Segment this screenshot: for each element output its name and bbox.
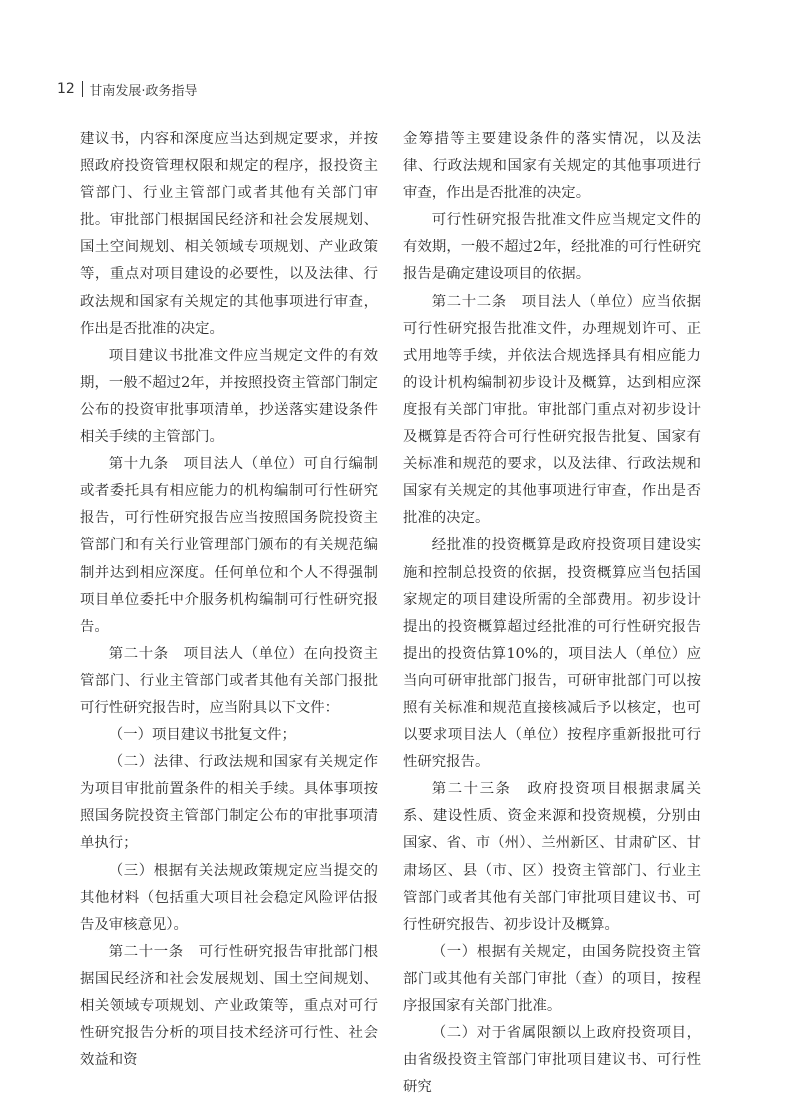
right-column: [403, 126, 701, 1101]
list-item: （一）项目建议书批复文件；: [108, 727, 296, 744]
paragraph: 可行性研究报告批准文件应当规定文件的有效期，一般不超过2年，经批准的可行性研究报告是确定建设项目的依据。: [403, 212, 701, 283]
article-20: 第二十条 项目法人（单位）在向投资主管部门、行业主管部门或者其他有关部门报批可行性研究报告时，应当附具以下文件：: [80, 645, 378, 716]
page-number: 12: [57, 81, 75, 97]
article-23: 第二十三条 政府投资项目根据隶属关系、建设性质、资金来源和投资规模，分别由国家、省、市（州）、兰州新区、甘肃矿区、甘肃场区、县（市、区）投资主管部门、行业主管部门或者其他有关部门审批项目建议书、可行性研究报告、初步设计及概算。: [403, 781, 701, 933]
header-divider: [82, 81, 84, 97]
paragraph: 建议书，内容和深度应当达到规定要求，并按照政府投资管理权限和规定的程序，报投资主管部门、行业主管部门或者其他有关部门审批。审批部门根据国民经济和社会发展规划、国土空间规划、相关领域专项规划、产业政策等，重点对项目建设的必要性，以及法律、行政法规和国家有关规定的其他事项进行审查，作出是否批准的决定。: [80, 131, 378, 337]
paragraph: 项目建议书批准文件应当规定文件的有效期，一般不超过2年，并按照投资主管部门制定公布的投资审批事项清单，抄送落实建设条件相关手续的主管部门。: [80, 347, 378, 446]
paragraph: 经批准的投资概算是政府投资项目建设实施和控制总投资的依据，投资概算应当包括国家规定的项目建设所需的全部费用。初步设计提出的投资概算超过经批准的可行性研究报告提出的投资估算10%的，项目法人（单位）应当向可研审批部门报告，可研审批部门可以按照有关标准和规范直接核减后予以核定，也可以要求项目法人（单位）按程序重新报批可行性研究报告。: [403, 537, 701, 771]
article-22: 第二十二条 项目法人（单位）应当依据可行性研究报告批准文件，办理规划许可、正式用地等手续，并依法合规选择具有相应能力的设计机构编制初步设计及概算，达到相应深度报有关部门审批。审批部门重点对初步设计及概算是否符合可行性研究报告批复、国家有关标准和规范的要求，以及法律、行政法规和国家有关规定的其他事项进行审查，作出是否批准的决定。: [403, 293, 701, 527]
list-item: （三）根据有关法规政策规定应当提交的其他材料（包括重大项目社会稳定风险评估报告及审核意见）。: [80, 862, 378, 933]
article-21: 第二十一条 可行性研究报告审批部门根据国民经济和社会发展规划、国土空间规划、相关领域专项规划、产业政策等，重点对可行性研究报告分析的项目技术经济可行性、社会效益和资: [80, 943, 378, 1069]
left-column: [80, 126, 378, 1074]
running-header: [57, 78, 197, 100]
journal-title: 甘南发展·政务指导: [89, 83, 198, 99]
article-19: 第十九条 项目法人（单位）可自行编制或者委托具有相应能力的机构编制可行性研究报告，可行性研究报告应当按照国务院投资主管部门和有关行业管理部门颁布的有关规范编制并达到相应深度。任何单位和个人不得强制项目单位委托中介服务机构编制可行性研究报告。: [80, 456, 378, 635]
paragraph: 金筹措等主要建设条件的落实情况，以及法律、行政法规和国家有关规定的其他事项进行审查，作出是否批准的决定。: [403, 131, 701, 202]
list-item: （一）根据有关规定，由国务院投资主管部门或其他有关部门审批（查）的项目，按程序报国家有关部门批准。: [403, 943, 701, 1014]
list-item: （二）法律、行政法规和国家有关规定作为项目审批前置条件的相关手续。具体事项按照国务院投资主管部门制定公布的审批事项清单执行；: [80, 754, 378, 852]
list-item: （二）对于省属限额以上政府投资项目，由省级投资主管部门审批项目建议书、可行性研究: [403, 1025, 701, 1096]
